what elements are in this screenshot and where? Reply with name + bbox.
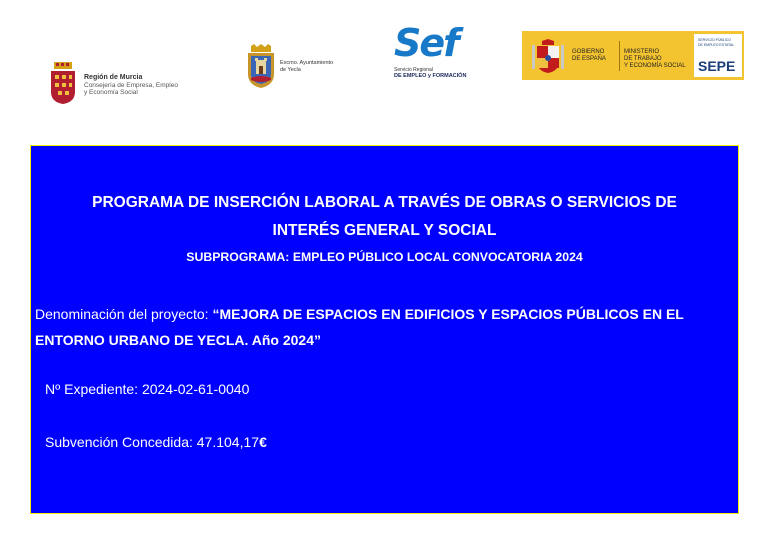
sef-line2: DE EMPLEO y FORMACIÓN [394, 73, 467, 79]
project-denomination [35, 301, 738, 353]
min-line3: Y ECONOMÍA SOCIAL [624, 63, 686, 69]
sef-line1: Servicio Regional [394, 67, 433, 73]
project-label: Denominación del proyecto: [35, 306, 213, 322]
gob-line1: GOBIERNO [572, 49, 605, 55]
program-title-line2: INTERÉS GENERAL Y SOCIAL [272, 222, 497, 239]
sepe-line1: SERVICIO PÚBLICO [698, 38, 732, 42]
murcia-text [84, 74, 178, 97]
ministerio-text [624, 49, 686, 70]
region-murcia-logo [50, 62, 200, 106]
program-title-line1: PROGRAMA DE INSERCIÓN LABORAL A TRAVÉS DE OBRAS O SERVICIOS DE [92, 194, 677, 211]
subvencion-text: Subvención Concedida: 47.104,17 [45, 434, 260, 450]
sef-wordmark: Sef [394, 21, 458, 65]
murcia-crest-icon [50, 62, 76, 104]
logos-header [0, 0, 768, 120]
yecla-logo [246, 44, 356, 88]
yecla-text [280, 60, 333, 73]
sepe-wordmark: SEPE [698, 58, 736, 74]
sepe-line2: DE EMPLEO ESTATAL [698, 42, 735, 47]
yecla-line1: Excmo. Ayuntamiento [280, 60, 334, 66]
yecla-line2: de Yecla [280, 66, 301, 73]
project-info-panel [30, 145, 739, 514]
gob-divider [619, 41, 620, 71]
gobierno-text [572, 49, 606, 63]
gob-line2: DE ESPAÑA [572, 56, 606, 62]
subvencion-currency: € [259, 434, 267, 450]
yecla-crest-icon [246, 44, 276, 88]
murcia-line3: y Economía Social [84, 89, 138, 96]
sef-logo [394, 21, 484, 83]
subvencion-amount [45, 434, 267, 450]
min-line1: MINISTERIO [624, 49, 660, 55]
expediente-number: Nº Expediente: 2024-02-61-0040 [45, 381, 250, 397]
murcia-line2: Consejería de Empresa, Empleo [84, 81, 178, 89]
min-line2: DE TRABAJO [624, 56, 662, 62]
project-name: “MEJORA DE ESPACIOS EN EDIFICIOS Y ESPACIOS PÚBLICOS EN EL ENTORNO URBANO DE YECLA. Año 2024” [35, 306, 684, 348]
murcia-line1: Región de Murcia [84, 74, 143, 81]
subprogram-title: SUBPROGRAMA: EMPLEO PÚBLICO LOCAL CONVOCATORIA 2024 [186, 250, 583, 264]
sepe-subtitle [698, 38, 734, 47]
gobierno-sepe-logo [522, 31, 744, 80]
spain-coat-of-arms-icon [532, 39, 564, 73]
sepe-box [694, 34, 742, 77]
